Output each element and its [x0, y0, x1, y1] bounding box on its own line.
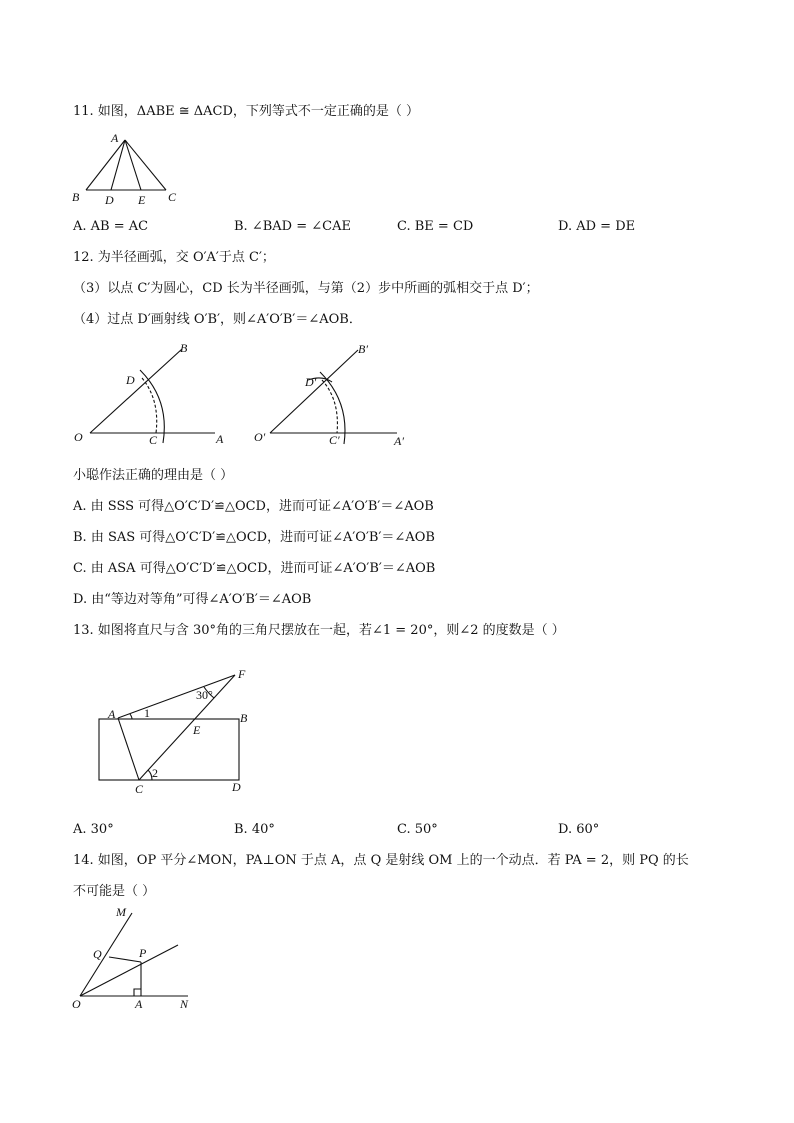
q11-option-c: C. BE = CD: [397, 219, 474, 234]
q12-fig1-label-o: O: [74, 430, 83, 444]
q12-option-b: B. 由 SAS 可得△O′C′D′≌△OCD，进而可证∠A′O′B′＝∠AOB: [73, 530, 435, 545]
q14-line1: 14. 如图，OP 平分∠MON，PA⊥ON 于点 A，点 Q 是射线 OM 上的一个动点．若 PA = 2，则 PQ 的长: [73, 853, 689, 868]
q12-option-d: D. 由“等边对等角”可得∠A′O′B′＝∠AOB: [73, 592, 312, 607]
q14-label-a: A: [135, 997, 143, 1011]
q12-fig1-label-b: B: [180, 341, 188, 355]
q12-fig2-label-a: A′: [394, 434, 404, 448]
q11-label-b: B: [72, 190, 80, 204]
q14-line2: 不可能是（ ）: [73, 884, 156, 899]
q12-line2: （3）以点 C′为圆心，CD 长为半径画弧，与第（2）步中所画的弧相交于点 D′；: [73, 281, 539, 296]
q12-fig1-label-d: D: [126, 373, 135, 387]
q11-figure: [70, 130, 180, 205]
q14-label-m: M: [116, 905, 126, 919]
q13-option-c: C. 50°: [397, 822, 438, 837]
q11-label-a: A: [111, 131, 119, 145]
q13-label-e: E: [193, 723, 201, 737]
q12-figure-2: [252, 340, 422, 450]
q12-fig1-label-c: C: [149, 433, 158, 447]
q13-label-a: A: [108, 707, 116, 721]
q14-figure: [70, 905, 200, 1015]
q11-option-d: D. AD = DE: [558, 219, 636, 234]
q12-option-a: A. 由 SSS 可得△O′C′D′≌△OCD，进而可证∠A′O′B′＝∠AOB: [73, 499, 434, 514]
q11-label-c: C: [168, 190, 177, 204]
q11-label-d: D: [105, 193, 114, 207]
q12-line1: 12. 为半径画弧，交 O′A′于点 C′；: [73, 250, 275, 265]
q11-option-b: B. ∠BAD = ∠CAE: [234, 219, 351, 234]
q12-fig2-label-d: D′: [305, 375, 317, 389]
q12-fig2-label-c: C′: [329, 433, 340, 447]
q11-label-e: E: [138, 193, 146, 207]
q14-label-o: O: [72, 997, 81, 1011]
q14-label-p: P: [139, 946, 147, 960]
q12-question: 小聪作法正确的理由是（ ）: [73, 468, 234, 483]
q12-fig2-label-o: O′: [254, 430, 266, 444]
q13-label-d: D: [232, 780, 241, 794]
q12-figure-1: [70, 340, 240, 450]
q13-option-d: D. 60°: [558, 822, 600, 837]
q13-label-1: 1: [144, 706, 150, 720]
q12-line3: （4）过点 D′画射线 O′B′，则∠A′O′B′＝∠AOB．: [73, 312, 362, 327]
q13-label-2: 2: [152, 766, 158, 780]
q11-option-a: A. AB = AC: [73, 219, 149, 234]
q13-label-30: 30°: [196, 688, 213, 702]
q13-figure: [90, 665, 290, 805]
q14-label-q: Q: [93, 947, 102, 961]
q13-option-a: A. 30°: [73, 822, 114, 837]
q13-label-c: C: [135, 782, 144, 796]
q13-option-b: B. 40°: [234, 822, 275, 837]
q12-fig2-label-b: B′: [358, 342, 368, 356]
q13-label-b: B: [240, 711, 248, 725]
q12-option-c: C. 由 ASA 可得△O′C′D′≌△OCD，进而可证∠A′O′B′＝∠AOB: [73, 561, 436, 576]
q12-fig1-label-a: A: [216, 432, 224, 446]
q13-stem: 13. 如图将直尺与含 30°角的三角尺摆放在一起，若∠1 = 20°，则∠2 的度数是（ ）: [73, 623, 565, 638]
q11-stem: 11. 如图，ΔABE ≅ ΔACD，下列等式不一定正确的是（ ）: [73, 104, 420, 119]
q14-label-n: N: [180, 997, 189, 1011]
q13-label-f: F: [238, 667, 246, 681]
